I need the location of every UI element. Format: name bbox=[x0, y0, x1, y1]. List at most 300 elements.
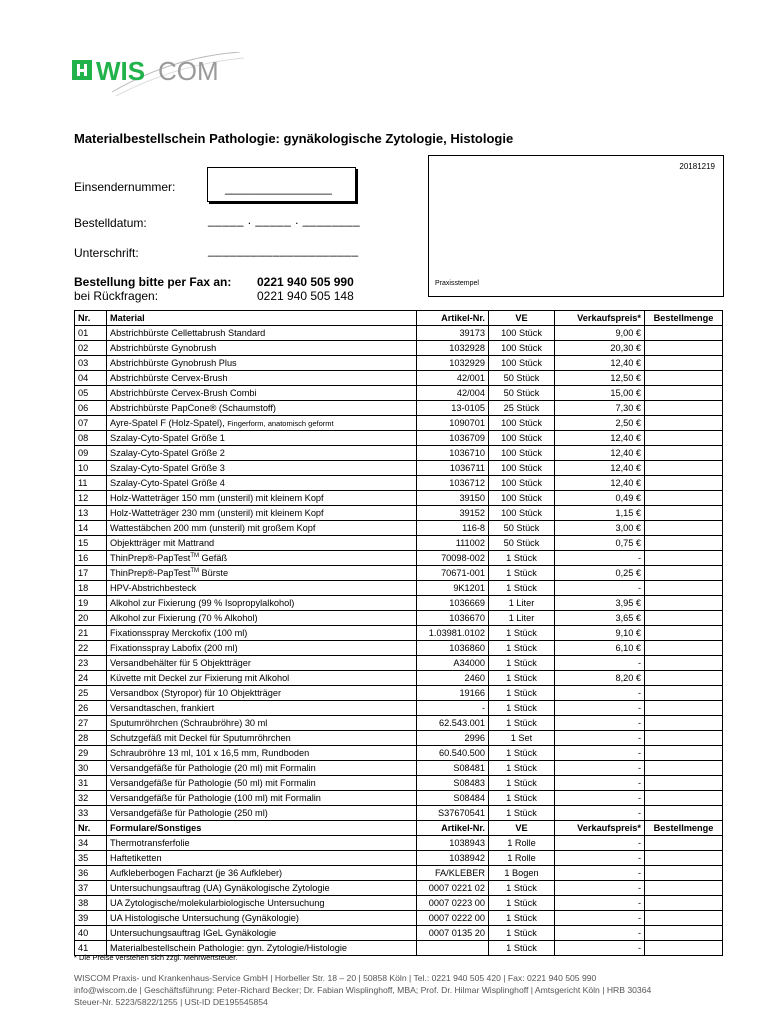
row-nr: 04 bbox=[75, 371, 107, 386]
row-artikel: S08481 bbox=[417, 761, 489, 776]
table-row bbox=[75, 746, 723, 761]
row-preis: - bbox=[555, 911, 645, 926]
row-material: ThinPrep®-PapTest™ Gefäß bbox=[107, 551, 417, 566]
row-material: Versandgefäße für Pathologie (50 ml) mit Formalin bbox=[107, 776, 417, 791]
row-artikel: A34000 bbox=[417, 656, 489, 671]
row-nr: 18 bbox=[75, 581, 107, 596]
row-material: Holz-Watteträger 150 mm (unsteril) mit kleinem Kopf bbox=[107, 491, 417, 506]
row-artikel: 0007 0223 00 bbox=[417, 896, 489, 911]
row-ve: 100 Stück bbox=[489, 491, 555, 506]
table-row bbox=[75, 851, 723, 866]
row-artikel: 1032929 bbox=[417, 356, 489, 371]
row-nr: 08 bbox=[75, 431, 107, 446]
praxisstempel-label: Praxisstempel bbox=[435, 280, 479, 287]
row-artikel: 1.03981.0102 bbox=[417, 626, 489, 641]
row-ve: 1 Bogen bbox=[489, 866, 555, 881]
row-ve: 100 Stück bbox=[489, 476, 555, 491]
row-ve: 100 Stück bbox=[489, 431, 555, 446]
row-nr: 32 bbox=[75, 791, 107, 806]
table-row bbox=[75, 686, 723, 701]
row-material: Alkohol zur Fixierung (99 % Isopropylalkohol) bbox=[107, 596, 417, 611]
table-row bbox=[75, 731, 723, 746]
row-ve: 1 Stück bbox=[489, 641, 555, 656]
row-preis: - bbox=[555, 941, 645, 956]
row-preis: - bbox=[555, 851, 645, 866]
row-artikel: S08484 bbox=[417, 791, 489, 806]
row-material: UA Zytologische/molekularbiologische Untersuchung bbox=[107, 896, 417, 911]
row-nr: 21 bbox=[75, 626, 107, 641]
page-title: Materialbestellschein Pathologie: gynäkologische Zytologie, Histologie bbox=[74, 131, 514, 146]
row-material: Abstrichbürste Gynobrush bbox=[107, 341, 417, 356]
row-ve: 1 Stück bbox=[489, 551, 555, 566]
row-material: Versandtaschen, frankiert bbox=[107, 701, 417, 716]
table-row bbox=[75, 896, 723, 911]
table-row bbox=[75, 716, 723, 731]
row-bestellmenge-input[interactable] bbox=[645, 776, 723, 791]
row-artikel bbox=[417, 941, 489, 956]
row-preis: - bbox=[555, 836, 645, 851]
row-ve: 1 Stück bbox=[489, 701, 555, 716]
table-row bbox=[75, 416, 723, 431]
row-material: Szalay-Cyto-Spatel Größe 3 bbox=[107, 461, 417, 476]
row-ve: 1 Rolle bbox=[489, 851, 555, 866]
table-header-row-2 bbox=[75, 821, 723, 836]
footer-line-2: info@wiscom.de | Geschäftsführung: Peter-Richard Becker; Dr. Fabian Wisplinghoff, MBA; Prof. Dr. Hilmar Wisplinghoff | Amtsgericht Köln | HRB 30364 bbox=[74, 985, 652, 995]
row-artikel: 116-8 bbox=[417, 521, 489, 536]
row-ve: 1 Stück bbox=[489, 746, 555, 761]
row-bestellmenge-input[interactable] bbox=[645, 431, 723, 446]
table-row bbox=[75, 326, 723, 341]
table-row bbox=[75, 701, 723, 716]
row-preis: - bbox=[555, 791, 645, 806]
row-bestellmenge-input[interactable] bbox=[645, 581, 723, 596]
header-artikel: Artikel-Nr. bbox=[417, 311, 489, 326]
unterschrift-label: Unterschrift: bbox=[74, 246, 139, 260]
header2-artikel: Artikel-Nr. bbox=[417, 821, 489, 836]
row-preis: 9,00 € bbox=[555, 326, 645, 341]
datum-label: Bestelldatum: bbox=[74, 216, 147, 230]
row-ve: 100 Stück bbox=[489, 356, 555, 371]
row-artikel: 0007 0222 00 bbox=[417, 911, 489, 926]
row-ve: 100 Stück bbox=[489, 341, 555, 356]
row-bestellmenge-input[interactable] bbox=[645, 356, 723, 371]
row-nr: 41 bbox=[75, 941, 107, 956]
row-bestellmenge-input[interactable] bbox=[645, 926, 723, 941]
table-row bbox=[75, 881, 723, 896]
row-bestellmenge-input[interactable] bbox=[645, 641, 723, 656]
row-material: Abstrichbürste Cervex-Brush Combi bbox=[107, 386, 417, 401]
row-ve: 1 Stück bbox=[489, 686, 555, 701]
row-material: Ayre-Spatel F (Holz-Spatel), Fingerform, anatomisch geformt bbox=[107, 416, 417, 431]
row-artikel: 2996 bbox=[417, 731, 489, 746]
einsender-line: ________________ bbox=[225, 181, 332, 195]
row-nr: 23 bbox=[75, 656, 107, 671]
table-row bbox=[75, 776, 723, 791]
row-artikel: 1036711 bbox=[417, 461, 489, 476]
table-row bbox=[75, 911, 723, 926]
row-ve: 1 Stück bbox=[489, 671, 555, 686]
praxisstempel-box[interactable] bbox=[428, 155, 724, 297]
einsender-field[interactable] bbox=[207, 167, 356, 202]
row-ve: 50 Stück bbox=[489, 371, 555, 386]
row-nr: 34 bbox=[75, 836, 107, 851]
row-nr: 03 bbox=[75, 356, 107, 371]
row-preis: 12,50 € bbox=[555, 371, 645, 386]
row-ve: 100 Stück bbox=[489, 461, 555, 476]
row-bestellmenge-input[interactable] bbox=[645, 536, 723, 551]
header2-preis: Verkaufspreis* bbox=[555, 821, 645, 836]
row-ve: 1 Stück bbox=[489, 911, 555, 926]
header2-material: Formulare/Sonstiges bbox=[107, 821, 417, 836]
row-bestellmenge-input[interactable] bbox=[645, 611, 723, 626]
table-row bbox=[75, 806, 723, 821]
row-material: Fixationsspray Merckofix (100 ml) bbox=[107, 626, 417, 641]
table-row bbox=[75, 356, 723, 371]
row-preis: - bbox=[555, 806, 645, 821]
row-artikel: 70671-001 bbox=[417, 566, 489, 581]
row-artikel: 1036710 bbox=[417, 446, 489, 461]
row-preis: - bbox=[555, 731, 645, 746]
row-bestellmenge-input[interactable] bbox=[645, 491, 723, 506]
row-bestellmenge-input[interactable] bbox=[645, 341, 723, 356]
row-ve: 1 Liter bbox=[489, 611, 555, 626]
row-artikel: 39152 bbox=[417, 506, 489, 521]
table-row bbox=[75, 641, 723, 656]
row-bestellmenge-input[interactable] bbox=[645, 476, 723, 491]
row-bestellmenge-input[interactable] bbox=[645, 551, 723, 566]
row-bestellmenge-input[interactable] bbox=[645, 746, 723, 761]
table-row bbox=[75, 386, 723, 401]
row-ve: 1 Stück bbox=[489, 581, 555, 596]
row-bestellmenge-input[interactable] bbox=[645, 626, 723, 641]
row-nr: 06 bbox=[75, 401, 107, 416]
row-preis: 3,00 € bbox=[555, 521, 645, 536]
header-preis: Verkaufspreis* bbox=[555, 311, 645, 326]
table-row bbox=[75, 491, 723, 506]
row-material: Wattestäbchen 200 mm (unsteril) mit großem Kopf bbox=[107, 521, 417, 536]
row-material: Abstrichbürste Cellettabrush Standard bbox=[107, 326, 417, 341]
row-bestellmenge-input[interactable] bbox=[645, 371, 723, 386]
row-material: Thermotransferfolie bbox=[107, 836, 417, 851]
row-material: Szalay-Cyto-Spatel Größe 4 bbox=[107, 476, 417, 491]
table-row bbox=[75, 371, 723, 386]
einsender-label: Einsendernummer: bbox=[74, 180, 176, 194]
row-bestellmenge-input[interactable] bbox=[645, 326, 723, 341]
table-row bbox=[75, 926, 723, 941]
row-ve: 1 Stück bbox=[489, 656, 555, 671]
row-bestellmenge-input[interactable] bbox=[645, 446, 723, 461]
row-artikel: 1036712 bbox=[417, 476, 489, 491]
row-ve: 50 Stück bbox=[489, 536, 555, 551]
row-bestellmenge-input[interactable] bbox=[645, 656, 723, 671]
row-nr: 01 bbox=[75, 326, 107, 341]
row-bestellmenge-input[interactable] bbox=[645, 881, 723, 896]
row-ve: 1 Stück bbox=[489, 791, 555, 806]
header-ve: VE bbox=[489, 311, 555, 326]
row-nr: 37 bbox=[75, 881, 107, 896]
row-bestellmenge-input[interactable] bbox=[645, 761, 723, 776]
row-material: Szalay-Cyto-Spatel Größe 2 bbox=[107, 446, 417, 461]
row-preis: 3,65 € bbox=[555, 611, 645, 626]
row-artikel: 1036670 bbox=[417, 611, 489, 626]
table-row bbox=[75, 671, 723, 686]
row-nr: 40 bbox=[75, 926, 107, 941]
price-footnote: * Die Preise verstehen sich zzgl. Mehrwertsteuer. bbox=[74, 953, 238, 962]
row-material: Objektträger mit Mattrand bbox=[107, 536, 417, 551]
table-row bbox=[75, 536, 723, 551]
row-nr: 29 bbox=[75, 746, 107, 761]
row-material: Versandgefäße für Pathologie (100 ml) mit Formalin bbox=[107, 791, 417, 806]
wiscom-logo bbox=[72, 52, 252, 100]
row-nr: 30 bbox=[75, 761, 107, 776]
rueckfragen-label: bei Rückfragen: bbox=[74, 289, 159, 303]
form-code: 20181219 bbox=[679, 162, 715, 171]
row-bestellmenge-input[interactable] bbox=[645, 416, 723, 431]
row-bestellmenge-input[interactable] bbox=[645, 686, 723, 701]
header2-menge: Bestellmenge bbox=[645, 821, 723, 836]
table-row bbox=[75, 551, 723, 566]
row-nr: 35 bbox=[75, 851, 107, 866]
row-preis: - bbox=[555, 881, 645, 896]
row-preis: 0,49 € bbox=[555, 491, 645, 506]
row-artikel: 42/004 bbox=[417, 386, 489, 401]
row-artikel: 62.543.001 bbox=[417, 716, 489, 731]
row-nr: 14 bbox=[75, 521, 107, 536]
row-nr: 07 bbox=[75, 416, 107, 431]
row-preis: 0,75 € bbox=[555, 536, 645, 551]
row-preis: 8,20 € bbox=[555, 671, 645, 686]
row-artikel: 2460 bbox=[417, 671, 489, 686]
row-artikel: 1036669 bbox=[417, 596, 489, 611]
row-artikel: 1090701 bbox=[417, 416, 489, 431]
row-nr: 38 bbox=[75, 896, 107, 911]
row-preis: 15,00 € bbox=[555, 386, 645, 401]
row-preis: - bbox=[555, 686, 645, 701]
row-ve: 100 Stück bbox=[489, 326, 555, 341]
row-ve: 100 Stück bbox=[489, 446, 555, 461]
row-preis: - bbox=[555, 761, 645, 776]
table-row bbox=[75, 521, 723, 536]
row-ve: 100 Stück bbox=[489, 506, 555, 521]
row-bestellmenge-input[interactable] bbox=[645, 731, 723, 746]
row-nr: 31 bbox=[75, 776, 107, 791]
row-ve: 1 Stück bbox=[489, 881, 555, 896]
row-preis: - bbox=[555, 926, 645, 941]
table-row bbox=[75, 611, 723, 626]
row-material: UA Histologische Untersuchung (Gynäkologie) bbox=[107, 911, 417, 926]
table-row bbox=[75, 761, 723, 776]
table-row bbox=[75, 836, 723, 851]
row-nr: 13 bbox=[75, 506, 107, 521]
row-nr: 24 bbox=[75, 671, 107, 686]
row-nr: 02 bbox=[75, 341, 107, 356]
row-ve: 1 Stück bbox=[489, 566, 555, 581]
table-row bbox=[75, 401, 723, 416]
table-row bbox=[75, 596, 723, 611]
row-artikel: 0007 0221 02 bbox=[417, 881, 489, 896]
row-nr: 25 bbox=[75, 686, 107, 701]
row-bestellmenge-input[interactable] bbox=[645, 911, 723, 926]
row-preis: - bbox=[555, 716, 645, 731]
row-nr: 15 bbox=[75, 536, 107, 551]
row-artikel: 1032928 bbox=[417, 341, 489, 356]
row-nr: 22 bbox=[75, 641, 107, 656]
row-material: Holz-Watteträger 230 mm (unsteril) mit kleinem Kopf bbox=[107, 506, 417, 521]
row-bestellmenge-input[interactable] bbox=[645, 566, 723, 581]
row-material: Alkohol zur Fixierung (70 % Alkohol) bbox=[107, 611, 417, 626]
row-artikel: FA/KLEBER bbox=[417, 866, 489, 881]
row-preis: - bbox=[555, 581, 645, 596]
header2-nr: Nr. bbox=[75, 821, 107, 836]
row-ve: 1 Stück bbox=[489, 941, 555, 956]
table-row bbox=[75, 341, 723, 356]
row-nr: 28 bbox=[75, 731, 107, 746]
row-material: Abstrichbürste Cervex-Brush bbox=[107, 371, 417, 386]
row-bestellmenge-input[interactable] bbox=[645, 521, 723, 536]
order-table bbox=[74, 310, 723, 956]
row-ve: 1 Liter bbox=[489, 596, 555, 611]
table-header-row bbox=[75, 311, 723, 326]
row-material: Versandgefäße für Pathologie (250 ml) bbox=[107, 806, 417, 821]
row-preis: - bbox=[555, 776, 645, 791]
unterschrift-field[interactable]: _____________________ bbox=[208, 243, 359, 257]
header-material: Material bbox=[107, 311, 417, 326]
row-preis: 12,40 € bbox=[555, 356, 645, 371]
row-preis: 2,50 € bbox=[555, 416, 645, 431]
row-preis: 0,25 € bbox=[555, 566, 645, 581]
row-nr: 17 bbox=[75, 566, 107, 581]
row-artikel: 60.540.500 bbox=[417, 746, 489, 761]
row-preis: 20,30 € bbox=[555, 341, 645, 356]
table-row bbox=[75, 431, 723, 446]
row-artikel: 13-0105 bbox=[417, 401, 489, 416]
row-bestellmenge-input[interactable] bbox=[645, 791, 723, 806]
company-footer bbox=[74, 972, 651, 1008]
row-nr: 05 bbox=[75, 386, 107, 401]
row-material: Untersuchungsauftrag IGeL Gynäkologie bbox=[107, 926, 417, 941]
row-artikel: 1036860 bbox=[417, 641, 489, 656]
table-row bbox=[75, 656, 723, 671]
row-material: Haftetiketten bbox=[107, 851, 417, 866]
row-nr: 09 bbox=[75, 446, 107, 461]
table-row bbox=[75, 461, 723, 476]
row-artikel: 70098-002 bbox=[417, 551, 489, 566]
svg-text:COM: COM bbox=[158, 56, 219, 86]
row-artikel: 111002 bbox=[417, 536, 489, 551]
row-bestellmenge-input[interactable] bbox=[645, 851, 723, 866]
row-bestellmenge-input[interactable] bbox=[645, 596, 723, 611]
row-preis: - bbox=[555, 551, 645, 566]
row-preis: - bbox=[555, 746, 645, 761]
row-preis: 6,10 € bbox=[555, 641, 645, 656]
row-bestellmenge-input[interactable] bbox=[645, 866, 723, 881]
row-material: ThinPrep®-PapTest™ Bürste bbox=[107, 566, 417, 581]
row-ve: 1 Stück bbox=[489, 761, 555, 776]
row-bestellmenge-input[interactable] bbox=[645, 896, 723, 911]
table-row bbox=[75, 446, 723, 461]
table-row bbox=[75, 506, 723, 521]
row-artikel: 1038943 bbox=[417, 836, 489, 851]
row-material: HPV-Abstrichbesteck bbox=[107, 581, 417, 596]
row-nr: 26 bbox=[75, 701, 107, 716]
row-artikel: 1038942 bbox=[417, 851, 489, 866]
row-artikel: 1036709 bbox=[417, 431, 489, 446]
row-ve: 25 Stück bbox=[489, 401, 555, 416]
header2-ve: VE bbox=[489, 821, 555, 836]
header-menge: Bestellmenge bbox=[645, 311, 723, 326]
row-material: Versandbox (Styropor) für 10 Objektträger bbox=[107, 686, 417, 701]
row-ve: 100 Stück bbox=[489, 416, 555, 431]
row-preis: 9,10 € bbox=[555, 626, 645, 641]
row-artikel: S37670541 bbox=[417, 806, 489, 821]
row-ve: 1 Stück bbox=[489, 776, 555, 791]
row-nr: 20 bbox=[75, 611, 107, 626]
row-nr: 10 bbox=[75, 461, 107, 476]
row-preis: - bbox=[555, 896, 645, 911]
row-ve: 1 Stück bbox=[489, 896, 555, 911]
row-preis: 12,40 € bbox=[555, 431, 645, 446]
row-material: Untersuchungsauftrag (UA) Gynäkologische Zytologie bbox=[107, 881, 417, 896]
row-bestellmenge-input[interactable] bbox=[645, 386, 723, 401]
row-ve: 50 Stück bbox=[489, 521, 555, 536]
row-ve: 50 Stück bbox=[489, 386, 555, 401]
table-row bbox=[75, 581, 723, 596]
row-material: Sputumröhrchen (Schraubröhre) 30 ml bbox=[107, 716, 417, 731]
row-material: Schraubröhre 13 ml, 101 x 16,5 mm, Rundboden bbox=[107, 746, 417, 761]
row-bestellmenge-input[interactable] bbox=[645, 701, 723, 716]
row-artikel: 39173 bbox=[417, 326, 489, 341]
row-bestellmenge-input[interactable] bbox=[645, 806, 723, 821]
row-bestellmenge-input[interactable] bbox=[645, 941, 723, 956]
row-preis: 3,95 € bbox=[555, 596, 645, 611]
row-preis: 7,30 € bbox=[555, 401, 645, 416]
row-bestellmenge-input[interactable] bbox=[645, 506, 723, 521]
row-nr: 12 bbox=[75, 491, 107, 506]
row-artikel: 9K1201 bbox=[417, 581, 489, 596]
row-nr: 36 bbox=[75, 866, 107, 881]
row-bestellmenge-input[interactable] bbox=[645, 401, 723, 416]
row-bestellmenge-input[interactable] bbox=[645, 671, 723, 686]
row-preis: - bbox=[555, 701, 645, 716]
table-row bbox=[75, 866, 723, 881]
rueckfragen-number: 0221 940 505 148 bbox=[257, 289, 354, 303]
row-ve: 1 Stück bbox=[489, 626, 555, 641]
row-bestellmenge-input[interactable] bbox=[645, 716, 723, 731]
row-material: Versandgefäße für Pathologie (20 ml) mit Formalin bbox=[107, 761, 417, 776]
row-bestellmenge-input[interactable] bbox=[645, 836, 723, 851]
footer-line-1: WISCOM Praxis- und Krankenhaus-Service GmbH | Horbeller Str. 18 – 20 | 50858 Köln | Tel.: 0221 940 505 420 | Fax: 0221 940 505 990 bbox=[74, 973, 597, 983]
row-preis: 12,40 € bbox=[555, 476, 645, 491]
row-preis: 12,40 € bbox=[555, 461, 645, 476]
row-preis: - bbox=[555, 866, 645, 881]
row-ve: 1 Rolle bbox=[489, 836, 555, 851]
row-material: Aufkleberbogen Facharzt (je 36 Aufkleber) bbox=[107, 866, 417, 881]
table-row bbox=[75, 476, 723, 491]
row-ve: 1 Stück bbox=[489, 806, 555, 821]
row-ve: 1 Stück bbox=[489, 716, 555, 731]
row-material: Abstrichbürste Gynobrush Plus bbox=[107, 356, 417, 371]
datum-field[interactable]: _____ . _____ . ________ bbox=[208, 213, 361, 227]
row-bestellmenge-input[interactable] bbox=[645, 461, 723, 476]
svg-text:WIS: WIS bbox=[96, 56, 146, 86]
row-nr: 19 bbox=[75, 596, 107, 611]
row-material: Abstrichbürste PapCone® (Schaumstoff) bbox=[107, 401, 417, 416]
fax-label: Bestellung bitte per Fax an: bbox=[74, 275, 232, 289]
table-row bbox=[75, 566, 723, 581]
row-ve: 1 Stück bbox=[489, 926, 555, 941]
row-material: Schutzgefäß mit Deckel für Sputumröhrchen bbox=[107, 731, 417, 746]
row-material: Fixationsspray Labofix (200 ml) bbox=[107, 641, 417, 656]
